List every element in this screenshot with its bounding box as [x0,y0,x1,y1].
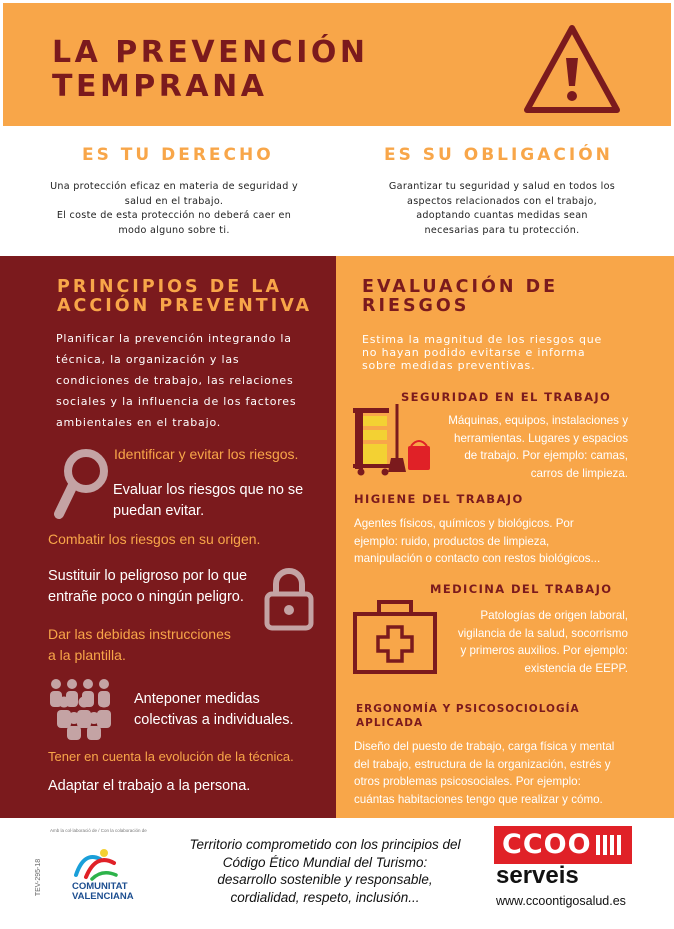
title-line-2: TEMPRANA [52,69,268,104]
ergonomia-line: cuántas habitaciones tengo que realizar y cómo. [354,792,603,806]
higiene-text [354,515,654,568]
ergonomia-title-line: APLICADA [356,717,424,729]
evaluacion-title-line: EVALUACIÓN DE [362,277,559,297]
intro-line: condiciones de trabajo, las relaciones [56,374,294,387]
comunitat-logo-icon [70,845,120,881]
principio-item: Anteponer medidas [134,691,260,707]
ergonomia-title-line: ERGONOMÍA Y PSICOSOCIOLOGÍA [356,703,580,715]
principio-item-group [134,689,294,731]
principios-intro [56,328,326,433]
logo-line: COMUNITAT [72,881,128,892]
people-group-icon [46,676,122,740]
seguridad-title: SEGURIDAD EN EL TRABAJO [401,390,612,404]
comunitat-logo-text [72,882,134,902]
higiene-line: manipulación o contacto con restos biológicos... [354,552,601,565]
principios-title [57,278,312,316]
intro-line: no hayan podido evitarse e informa [362,346,586,359]
footer-statement [180,836,470,906]
principio-item-group [113,480,303,522]
intro-line: ambientales en el trabajo. [56,416,222,429]
tev-code-box [34,860,46,900]
medicina-text [420,607,628,677]
higiene-title: HIGIENE DEL TRABAJO [354,492,524,506]
principio-item: Combatir los riesgos en su origen. [48,531,261,547]
evaluacion-title-line: RIESGOS [362,296,470,316]
derecho-line: salud en el trabajo. [124,195,224,207]
seguridad-line: herramientas. Lugares y espacios [454,431,628,445]
magnifier-icon [52,446,112,522]
obligacion-line: adoptando cuantas medidas sean [416,210,588,221]
higiene-line: ejemplo: ruido, productos de limpieza, [354,534,550,548]
statement-line: Código Ético Mundial del Turismo: [222,854,428,870]
seguridad-line: de trabajo. Por ejemplo: camas, [464,449,628,462]
principio-item-group [48,566,247,608]
ergonomia-line: del trabajo, estructura de la organización, estrés y [354,757,611,771]
principio-item: Sustituir lo peligroso por lo que [48,568,248,584]
principio-item: puedan evitar. [113,503,205,519]
principio-item: a la plantilla. [48,647,126,663]
medicina-line: existencia de EEPP. [524,661,628,675]
medicina-line: y primeros auxilios. Por ejemplo: [460,644,628,657]
page-title [52,36,368,104]
ergonomia-text [354,738,664,808]
collab-text: Amb la col·laboració de / Con la colaboración de [50,828,147,833]
intro-line: sociales y la influencia de los factores [56,395,297,408]
website-link[interactable]: www.ccoontigosalud.es [496,894,626,908]
ergonomia-title [356,702,580,730]
logo-line: VALENCIANA [72,891,134,902]
brand-stripes-icon [596,835,626,855]
seguridad-text [412,412,628,482]
derecho-line: El coste de esta protección no deberá caer en [56,210,292,221]
seguridad-line: Máquinas, equipos, instalaciones y [448,414,628,427]
title-line-1: LA PREVENCIÓN [52,35,369,70]
brand-sub: serveis [496,862,579,889]
evaluacion-intro [362,333,662,372]
seguridad-line: carros de limpieza. [530,466,628,480]
principios-title-line: ACCIÓN PREVENTIVA [57,296,313,316]
derecho-text [24,180,324,238]
statement-line: Territorio comprometido con los principios del [189,837,461,852]
principio-item: Adaptar el trabajo a la persona. [48,778,251,794]
statement-line: cordialidad, respeto, inclusión... [230,889,420,905]
principio-item: Identificar y evitar los riesgos. [114,446,299,462]
ergonomia-line: otros problemas psicosociales. Por ejemplo: [354,775,581,788]
obligacion-text [352,180,652,238]
intro-line: Planificar la prevención integrando la [56,332,292,345]
intro-line: técnica, la organización y las [56,353,240,366]
principios-title-line: PRINCIPIOS DE LA [57,277,282,297]
principio-item: colectivas a individuales. [134,712,294,728]
principio-item-group [48,624,231,666]
ergonomia-line: Diseño del puesto de trabajo, carga física y mental [354,740,615,753]
principio-item: Dar las debidas instrucciones [48,626,231,642]
medicina-line: Patologías de origen laboral, [480,609,628,622]
principio-item: entrañe poco o ningún peligro. [48,589,244,605]
medicina-line: vigilancia de la salud, socorrismo [457,626,628,640]
intro-line: sobre medidas preventivas. [362,359,536,372]
derecho-title: ES TU DERECHO [82,145,274,165]
obligacion-line: necesarias para tu protección. [424,224,580,236]
brand-text: CCOO [502,829,592,860]
statement-line: desarrollo sostenible y responsable, [217,872,433,887]
ccoo-logo-icon [494,826,632,864]
padlock-icon [262,566,316,632]
derecho-line: modo alguno sobre ti. [118,224,230,236]
intro-line: Estima la magnitud de los riesgos que [362,333,603,346]
derecho-line: Una protección eficaz en materia de seguridad y [50,181,298,192]
principio-item: Tener en cuenta la evolución de la técnica. [48,749,294,764]
higiene-line: Agentes físicos, químicos y biológicos. Por [354,517,574,530]
tev-code: TEV-295-18 [35,858,43,897]
obligacion-line: aspectos relacionados con el trabajo, [407,195,597,207]
warning-triangle-icon [522,22,622,116]
evaluacion-title [362,278,558,316]
obligacion-line: Garantizar tu seguridad y salud en todos los [388,181,616,192]
obligacion-title: ES SU OBLIGACIÓN [384,145,613,165]
medicina-title: MEDICINA DEL TRABAJO [430,582,613,596]
principio-item: Evaluar los riesgos que no se [113,482,304,498]
